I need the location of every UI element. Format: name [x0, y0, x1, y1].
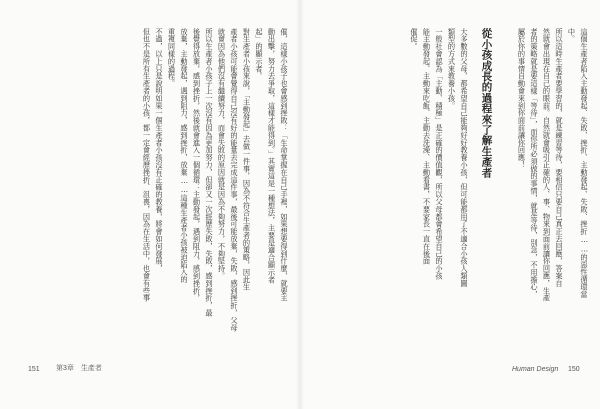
text-column: 大多數的父母，都希望自己能夠好好教養小孩，但可能都用了不適合小孩人類圖: [460, 28, 469, 287]
right-page: [300, 0, 600, 409]
text-column: 但也不是所有生產者的小孩，都一定會經歷挫折、沮喪，因為在生活中，也會有些事: [142, 28, 152, 302]
left-page-number: 151: [28, 366, 40, 373]
text-column: 一般社會認為「主動、積極」是正確的價值觀，所以父母都會希望自己的小孩: [435, 28, 444, 280]
section-heading: 從小孩成長的過程來了解生產者: [480, 28, 493, 178]
text-column: 這個生產者陷入主動發起、失敗、挫折、主動發起、失敗、挫折……的惡性循環當: [580, 28, 589, 298]
text-column: 放棄，主動發起，遇到阻力，感到挫折，放棄……這種生產者小孩被迫陷入的: [180, 28, 189, 284]
book-title-running-header: Human Design: [512, 366, 559, 373]
text-column: 屬於你的事情自動會來到你面前讓你回應！: [517, 28, 527, 169]
text-column: 後覺得放棄，感到挫折，然後就會進入一個循環：主動發起，遇到阻力，感到挫折，: [192, 28, 202, 302]
chapter-running-header: 第3章 生產者: [56, 365, 102, 372]
text-column: 能主動發起、主動來吃飯、主動去洗澡、主動看書，不要家長一直在後面: [422, 28, 432, 265]
text-column: 對生產者小孩來說，「主動發起」去做一件事，因為不符合生產者的策略，因此生: [242, 28, 252, 291]
text-column: 所以生產者小孩子上一次沒有因為更加努力，但卻又一次經歷失敗，失敗，感到挫折，最: [205, 28, 214, 317]
text-column: 催促。: [410, 28, 419, 51]
text-column: 催，這樣小孩子也會感到挫敗：「生命掌握在自己手裡，如果想要得到什麼，就要主: [280, 28, 289, 302]
text-column: 起」的顯示者。: [255, 28, 264, 80]
left-text-block: [24, 28, 288, 340]
right-text-block: [322, 28, 588, 340]
text-column: 中。: [567, 28, 577, 43]
text-column: 所以這時生產者要學習的，就是練習等待，要相信只要自己真正去回應，答案自: [555, 28, 564, 287]
text-column: 然就會出現在自己的眼前。自然就會吸引正確的人、事、物來到面前讓你回應，生產: [542, 28, 552, 302]
text-column: 就會因為他們沒有繼續努力，而會失敗的原因就是因為不夠努力，不夠堅持。: [217, 28, 227, 280]
text-column: 者的策略就是要這樣「等待」，而你所必須做的事情，就是等待，別急，不用擔心，: [530, 28, 539, 299]
right-page-number: 150: [568, 366, 580, 373]
text-column: 重複同樣的過程。: [167, 28, 177, 88]
text-column: [505, 28, 513, 340]
text-column: 產者小孩可能會覺得自己沒有好的能量去完成這件事，最後可能放棄，失敗，感到挫折，父母: [230, 28, 239, 332]
text-column: 類型的方式來教養小孩。: [447, 28, 457, 110]
text-column: 動出擊，努力去爭取，這樣才能得到。」其實這是一種想法，主要是適合顯示者: [267, 28, 277, 284]
text-column: 不過，以上只是說明如果一個生產者小孩沒有正確的教養，將會如何發展，: [155, 28, 164, 273]
